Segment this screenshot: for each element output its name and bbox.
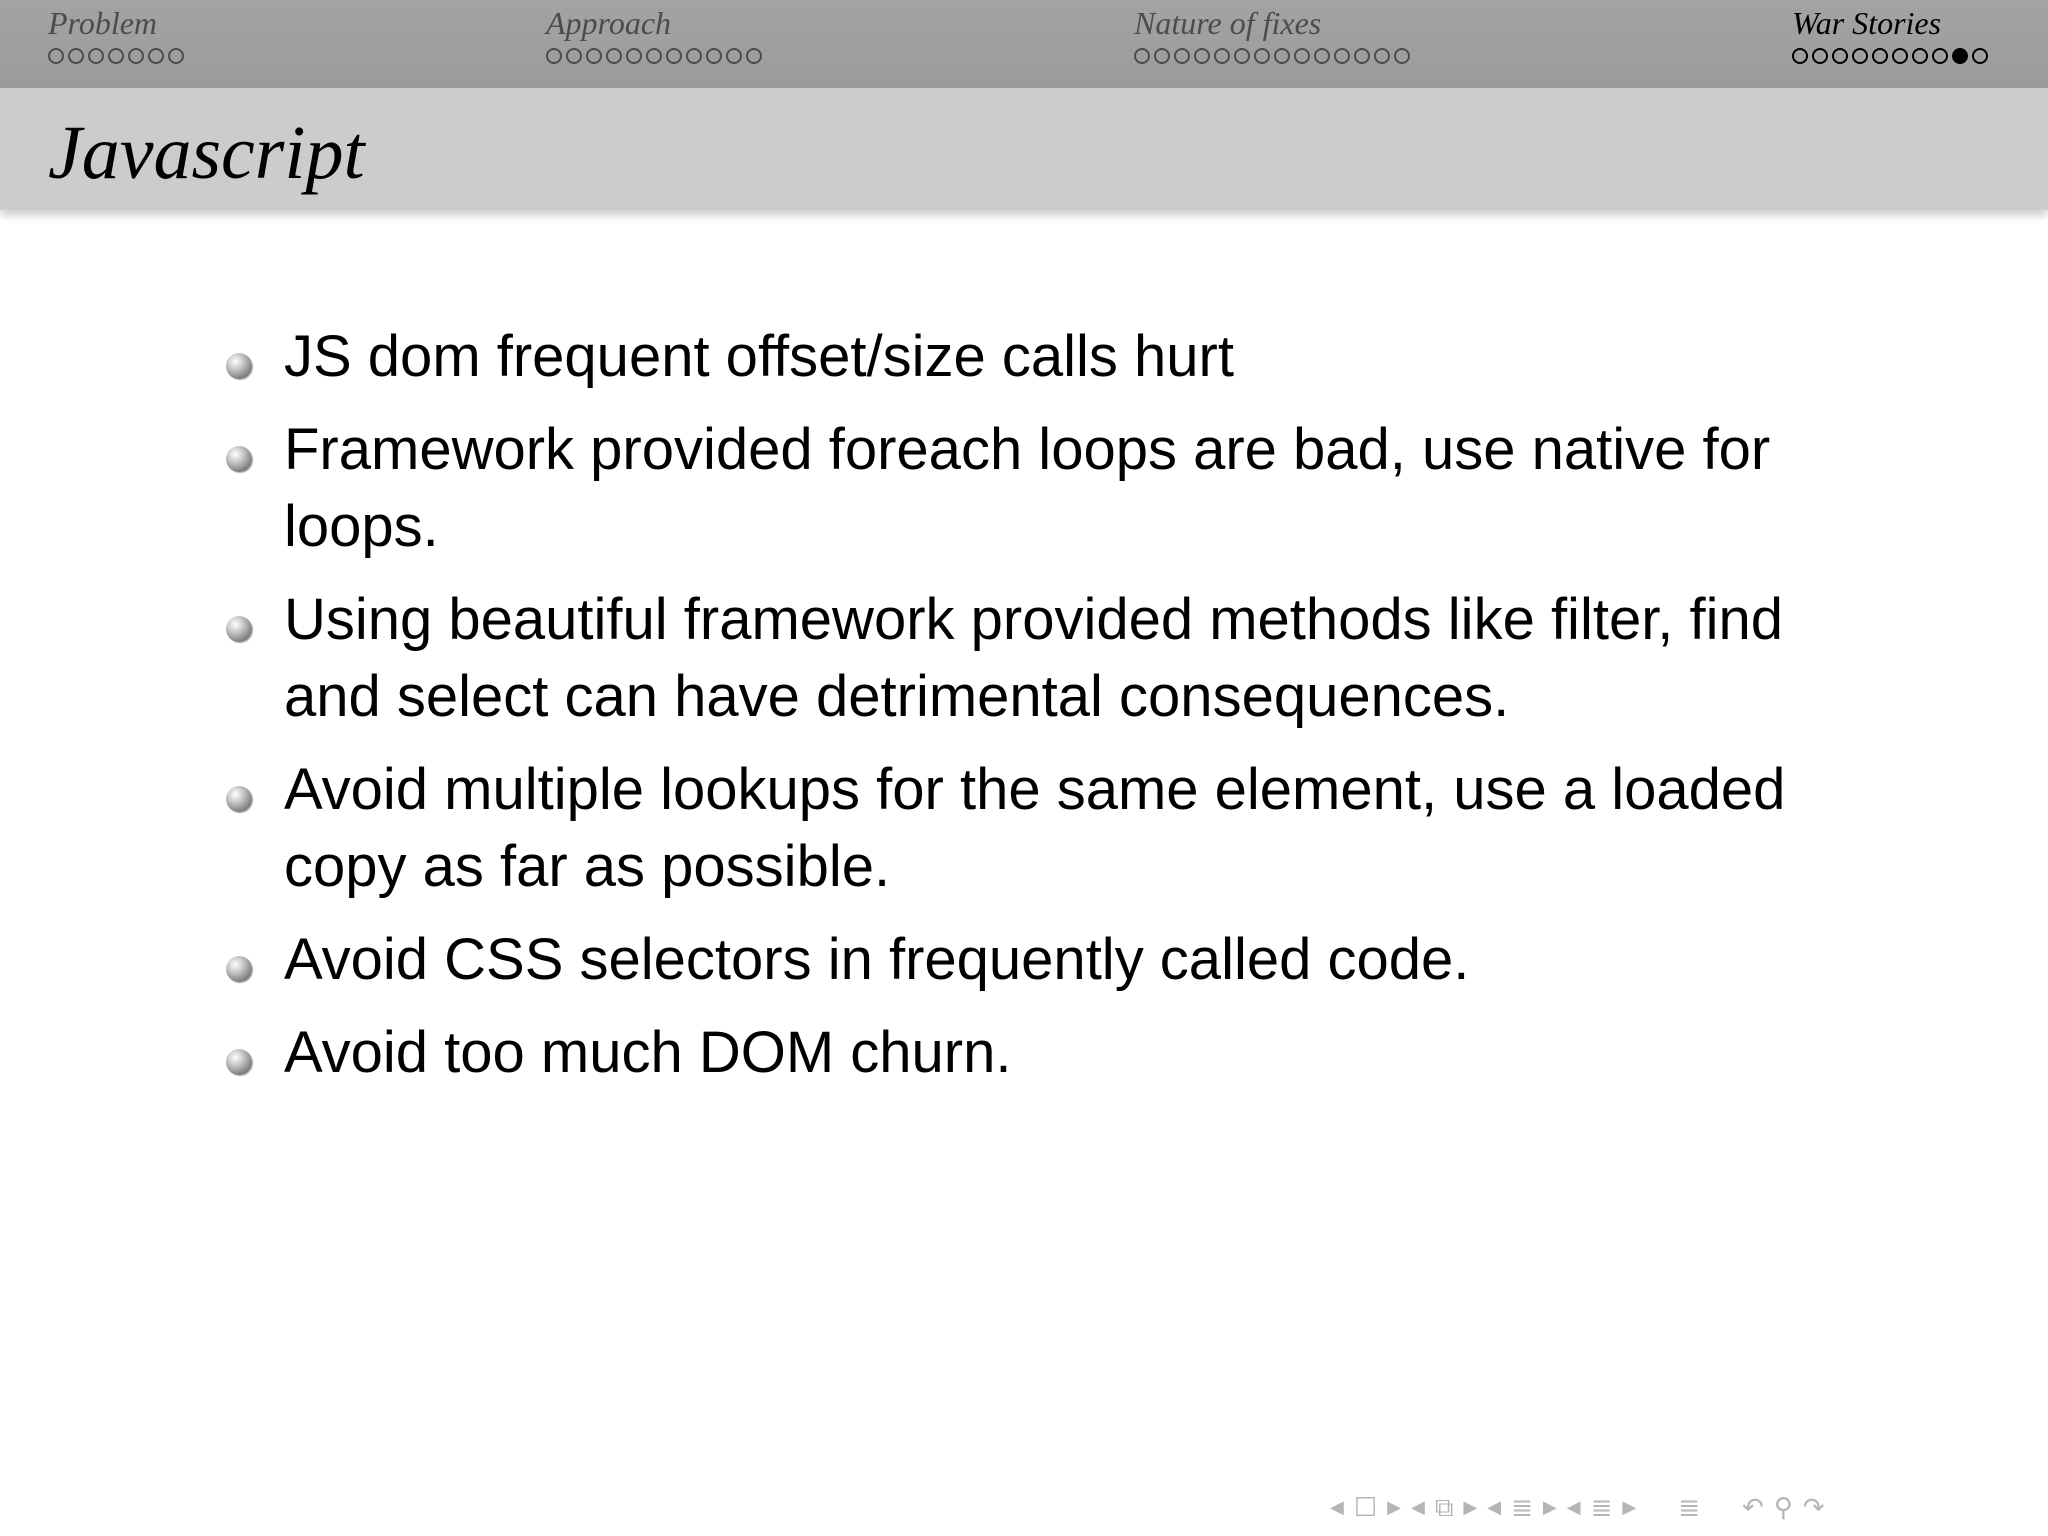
slide-dot[interactable]	[88, 48, 104, 64]
slide-dot[interactable]	[1174, 48, 1190, 64]
bullet-icon	[226, 616, 252, 642]
list-item-text: Avoid multiple lookups for the same element, use a loaded copy as far as possible.	[284, 757, 1786, 899]
next-subsection-icon[interactable]: ▶	[1463, 1497, 1478, 1517]
slide-dot[interactable]	[686, 48, 702, 64]
slide-dot[interactable]	[1234, 48, 1250, 64]
slide-dots	[1792, 48, 1988, 64]
slide-dot[interactable]	[1832, 48, 1848, 64]
list-item	[218, 1014, 1878, 1091]
list-item	[218, 581, 1878, 735]
subsection-icon[interactable]: ⧉	[1434, 1492, 1454, 1522]
slide-dot[interactable]	[1394, 48, 1410, 64]
bullet-icon	[226, 446, 252, 472]
nav-section-nature-of-fixes[interactable]	[1134, 4, 1410, 64]
nav-section-war-stories[interactable]	[1792, 4, 1988, 64]
slide-dot[interactable]	[666, 48, 682, 64]
nav-section-problem[interactable]	[48, 4, 184, 64]
slide-dot[interactable]	[1852, 48, 1868, 64]
slide-dot[interactable]	[1254, 48, 1270, 64]
slide-dot[interactable]	[1892, 48, 1908, 64]
bullet-icon	[226, 353, 252, 379]
slide-dot[interactable]	[1334, 48, 1350, 64]
list-item	[218, 751, 1878, 905]
slide-dot[interactable]	[48, 48, 64, 64]
slide-dots	[48, 48, 184, 64]
slide-dot[interactable]	[1214, 48, 1230, 64]
slide-dots	[1134, 48, 1410, 64]
slide-dot[interactable]	[706, 48, 722, 64]
slide-dot[interactable]	[1872, 48, 1888, 64]
slide-dot[interactable]	[606, 48, 622, 64]
list-item-text: JS dom frequent offset/size calls hurt	[284, 324, 1234, 389]
slide-dot[interactable]	[1274, 48, 1290, 64]
slide-dot[interactable]	[128, 48, 144, 64]
slide-dot[interactable]	[1134, 48, 1150, 64]
section-icon[interactable]: ≣	[1511, 1492, 1533, 1522]
slide-dot[interactable]	[1374, 48, 1390, 64]
next-frame-icon[interactable]: ▶	[1387, 1497, 1401, 1517]
next-part-icon[interactable]: ▶	[1622, 1497, 1637, 1517]
slide-dot[interactable]	[1792, 48, 1808, 64]
list-item-text: Framework provided foreach loops are bad, use native for loops.	[284, 417, 1771, 559]
next-section-icon[interactable]: ▶	[1542, 1497, 1557, 1517]
nav-section-label[interactable]: Problem	[48, 5, 158, 41]
list-item-text: Avoid CSS selectors in frequently called code.	[284, 927, 1470, 992]
slide-dot[interactable]	[1812, 48, 1828, 64]
bullet-icon	[226, 1049, 252, 1075]
toc-icon[interactable]: ≣	[1678, 1492, 1701, 1522]
slide-dot[interactable]	[1972, 48, 1988, 64]
section-list-icon[interactable]: ≣	[1590, 1492, 1613, 1522]
slide-dot[interactable]	[566, 48, 582, 64]
zoom-icon[interactable]: ⚲	[1773, 1492, 1793, 1522]
nav-section-label[interactable]: Approach	[546, 5, 672, 41]
slide-dot[interactable]	[1294, 48, 1310, 64]
slide-dot[interactable]	[1154, 48, 1170, 64]
list-item-text: Using beautiful framework provided methods like filter, find and select can have detrimental consequences.	[284, 587, 1784, 729]
list-item	[218, 921, 1878, 998]
list-item	[218, 318, 1878, 395]
slide-dot[interactable]	[148, 48, 164, 64]
beamer-navigation-bar	[1330, 1490, 1825, 1524]
nav-section-approach[interactable]	[546, 4, 762, 64]
frame-icon[interactable]: ☐	[1353, 1492, 1378, 1522]
back-icon[interactable]: ↶	[1742, 1492, 1764, 1522]
prev-subsection-icon[interactable]: ◀	[1411, 1497, 1425, 1517]
slide-dot[interactable]	[168, 48, 184, 64]
forward-icon[interactable]: ↷	[1802, 1492, 1825, 1522]
slide-title: Javascript	[48, 111, 365, 195]
slide-dot[interactable]	[586, 48, 602, 64]
headline-navigation	[0, 0, 2048, 88]
prev-frame-icon[interactable]: ◀	[1330, 1497, 1344, 1517]
bullet-icon	[226, 786, 252, 812]
slide-dot[interactable]	[546, 48, 562, 64]
prev-section-icon[interactable]: ◀	[1487, 1497, 1502, 1517]
list-item-text: Avoid too much DOM churn.	[284, 1020, 1012, 1085]
bullet-icon	[226, 956, 252, 982]
slide-dot[interactable]	[646, 48, 662, 64]
bullet-list	[218, 318, 1878, 1107]
slide-dot[interactable]	[1912, 48, 1928, 64]
slide-dot[interactable]	[108, 48, 124, 64]
list-item	[218, 411, 1878, 565]
slide-dot[interactable]	[746, 48, 762, 64]
slide-dot[interactable]	[1194, 48, 1210, 64]
nav-section-label[interactable]: War Stories	[1792, 5, 1942, 41]
prev-part-icon[interactable]: ◀	[1566, 1497, 1581, 1517]
slide-dot[interactable]	[68, 48, 84, 64]
slide-dot[interactable]	[1354, 48, 1370, 64]
nav-section-label[interactable]: Nature of fixes	[1134, 5, 1322, 41]
slide-dot[interactable]	[1314, 48, 1330, 64]
slide-dots	[546, 48, 762, 64]
current-slide-dot[interactable]	[1952, 48, 1968, 64]
slide-dot[interactable]	[1932, 48, 1948, 64]
slide-dot[interactable]	[626, 48, 642, 64]
slide-dot[interactable]	[726, 48, 742, 64]
